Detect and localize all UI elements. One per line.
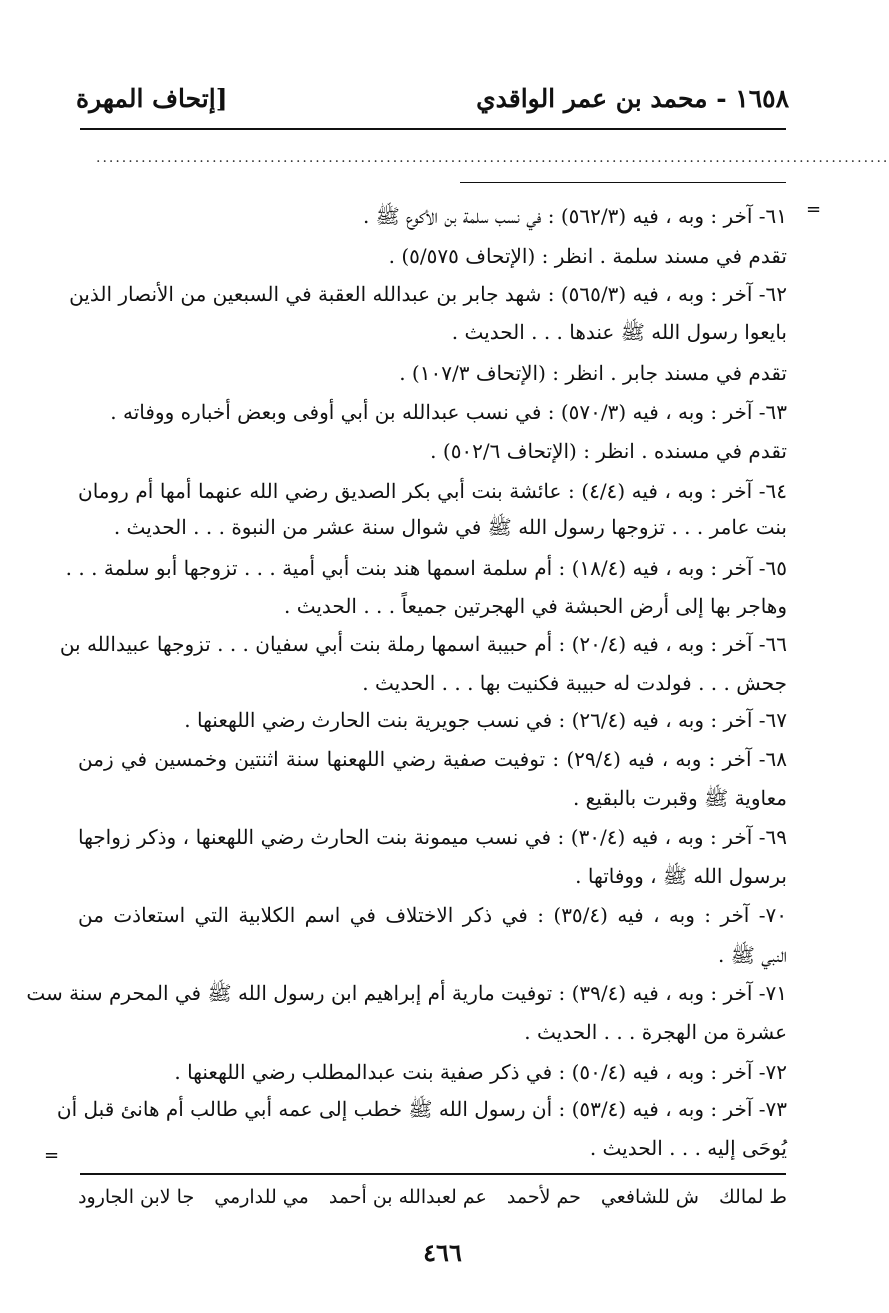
text-line-21: ٧١- آخر : وبه ، فيه (٣٩/٤) : توفيت مارية أم إبراهيم ابن رسول الله ﷺ في المحرم سنة ست xyxy=(26,981,787,1005)
text-line-13: جحش . . . فولدت له حبيبة فكنيت بها . . . الحديث . xyxy=(362,671,787,695)
continuation-marker-bottom: = xyxy=(44,1145,60,1166)
key-item-darimi: مي للدارمي xyxy=(214,1186,309,1208)
text-line-5: تقدم في مسند جابر . انظر : (الإتحاف ١٠٧/٣) . xyxy=(399,361,787,385)
text-line-20: النبي ﷺ . xyxy=(717,943,787,967)
key-item-jarud: جا لابن الجارود xyxy=(78,1186,195,1208)
section-rule xyxy=(460,182,786,183)
text-line-1: ٦١- آخر : وبه ، فيه (٥٦٢/٣) : في نسب سلمة بن الأكوع ﷺ . xyxy=(362,204,787,228)
key-item-abdullah: عم لعبدالله بن أحمد xyxy=(328,1186,487,1208)
key-item-ahmad: حم لأحمد xyxy=(506,1186,581,1208)
text-line-4: بايعوا رسول الله ﷺ عندها . . . الحديث . xyxy=(451,320,787,344)
text-line-16: معاوية ﷺ وقبرت بالبقيع . xyxy=(572,786,787,810)
text-line-17: ٦٩- آخر : وبه ، فيه (٣٠/٤) : في نسب ميمونة بنت الحارث رضي اللهعنها ، وذكر زواجها xyxy=(78,825,787,849)
text-line-2: تقدم في مسند سلمة . انظر : (الإتحاف ٥/٥٧٥) . xyxy=(388,244,787,268)
text-line-19: ٧٠- آخر : وبه ، فيه (٣٥/٤) : في ذكر الاختلاف في اسم الكلابية التي استعاذت من xyxy=(78,903,788,927)
running-header-title: ١٦٥٨ - محمد بن عمر الواقدي xyxy=(476,84,789,113)
text-line-11: وهاجر بها إلى أرض الحبشة في الهجرتين جميعاً . . . الحديث . xyxy=(283,594,787,618)
text-line-25: يُوحَى إليه . . . الحديث . xyxy=(589,1136,787,1160)
abbreviation-key xyxy=(78,1186,787,1208)
text-line-23: ٧٢- آخر : وبه ، فيه (٥٠/٤) : في ذكر صفية بنت عبدالمطلب رضي اللهعنها . xyxy=(174,1060,787,1084)
header-rule xyxy=(80,128,786,130)
text-line-8: ٦٤- آخر : وبه ، فيه (٤/٤) : عائشة بنت أبي بكر الصديق رضي الله عنهما أمها أم رومان xyxy=(78,479,788,503)
continuation-marker-top: = xyxy=(806,199,822,220)
text-line-22: عشرة من الهجرة . . . الحديث . xyxy=(524,1020,787,1044)
text-line-18: برسول الله ﷺ ، ووفاتها . xyxy=(575,864,787,888)
text-line-24: ٧٣- آخر : وبه ، فيه (٥٣/٤) : أن رسول الله ﷺ خطب إلى عمه أبي طالب أم هانئ قبل أن xyxy=(56,1097,787,1121)
text-line-3: ٦٢- آخر : وبه ، فيه (٥٦٥/٣) : شهد جابر بن عبدالله العقبة في السبعين من الأنصار الذين xyxy=(69,282,787,306)
text-line-14: ٦٧- آخر : وبه ، فيه (٢٦/٤) : في نسب جويرية بنت الحارث رضي اللهعنها . xyxy=(184,708,787,732)
key-item-malik: ط لمالك xyxy=(719,1186,787,1208)
text-line-15: ٦٨- آخر : وبه ، فيه (٢٩/٤) : توفيت صفية رضي اللهعنها سنة اثنتين وخمسين في زمن xyxy=(78,747,787,771)
text-line-10: ٦٥- آخر : وبه ، فيه (١٨/٤) : أم سلمة اسمها هند بنت أبي أمية . . . تزوجها أبو سلمة . . . xyxy=(65,556,787,580)
running-header-book: [إتحاف المهرة xyxy=(76,84,228,113)
footer-rule xyxy=(80,1173,786,1175)
key-item-shafii: ش للشافعي xyxy=(600,1186,699,1208)
text-line-9: بنت عامر . . . تزوجها رسول الله ﷺ في شوال سنة عشر من النبوة . . . الحديث . xyxy=(113,515,787,539)
text-line-7: تقدم في مسنده . انظر : (الإتحاف ٥٠٢/٦) . xyxy=(430,439,787,463)
page-number: ٤٦٦ xyxy=(423,1238,462,1267)
dotted-separator: ........................................................................................................................... xyxy=(96,150,889,166)
text-line-12: ٦٦- آخر : وبه ، فيه (٢٠/٤) : أم حبيبة اسمها رملة بنت أبي سفيان . . . تزوجها عبيدالله بن xyxy=(59,632,787,656)
text-line-6: ٦٣- آخر : وبه ، فيه (٥٧٠/٣) : في نسب عبدالله بن أبي أوفى وبعض أخباره ووفاته . xyxy=(110,400,787,424)
